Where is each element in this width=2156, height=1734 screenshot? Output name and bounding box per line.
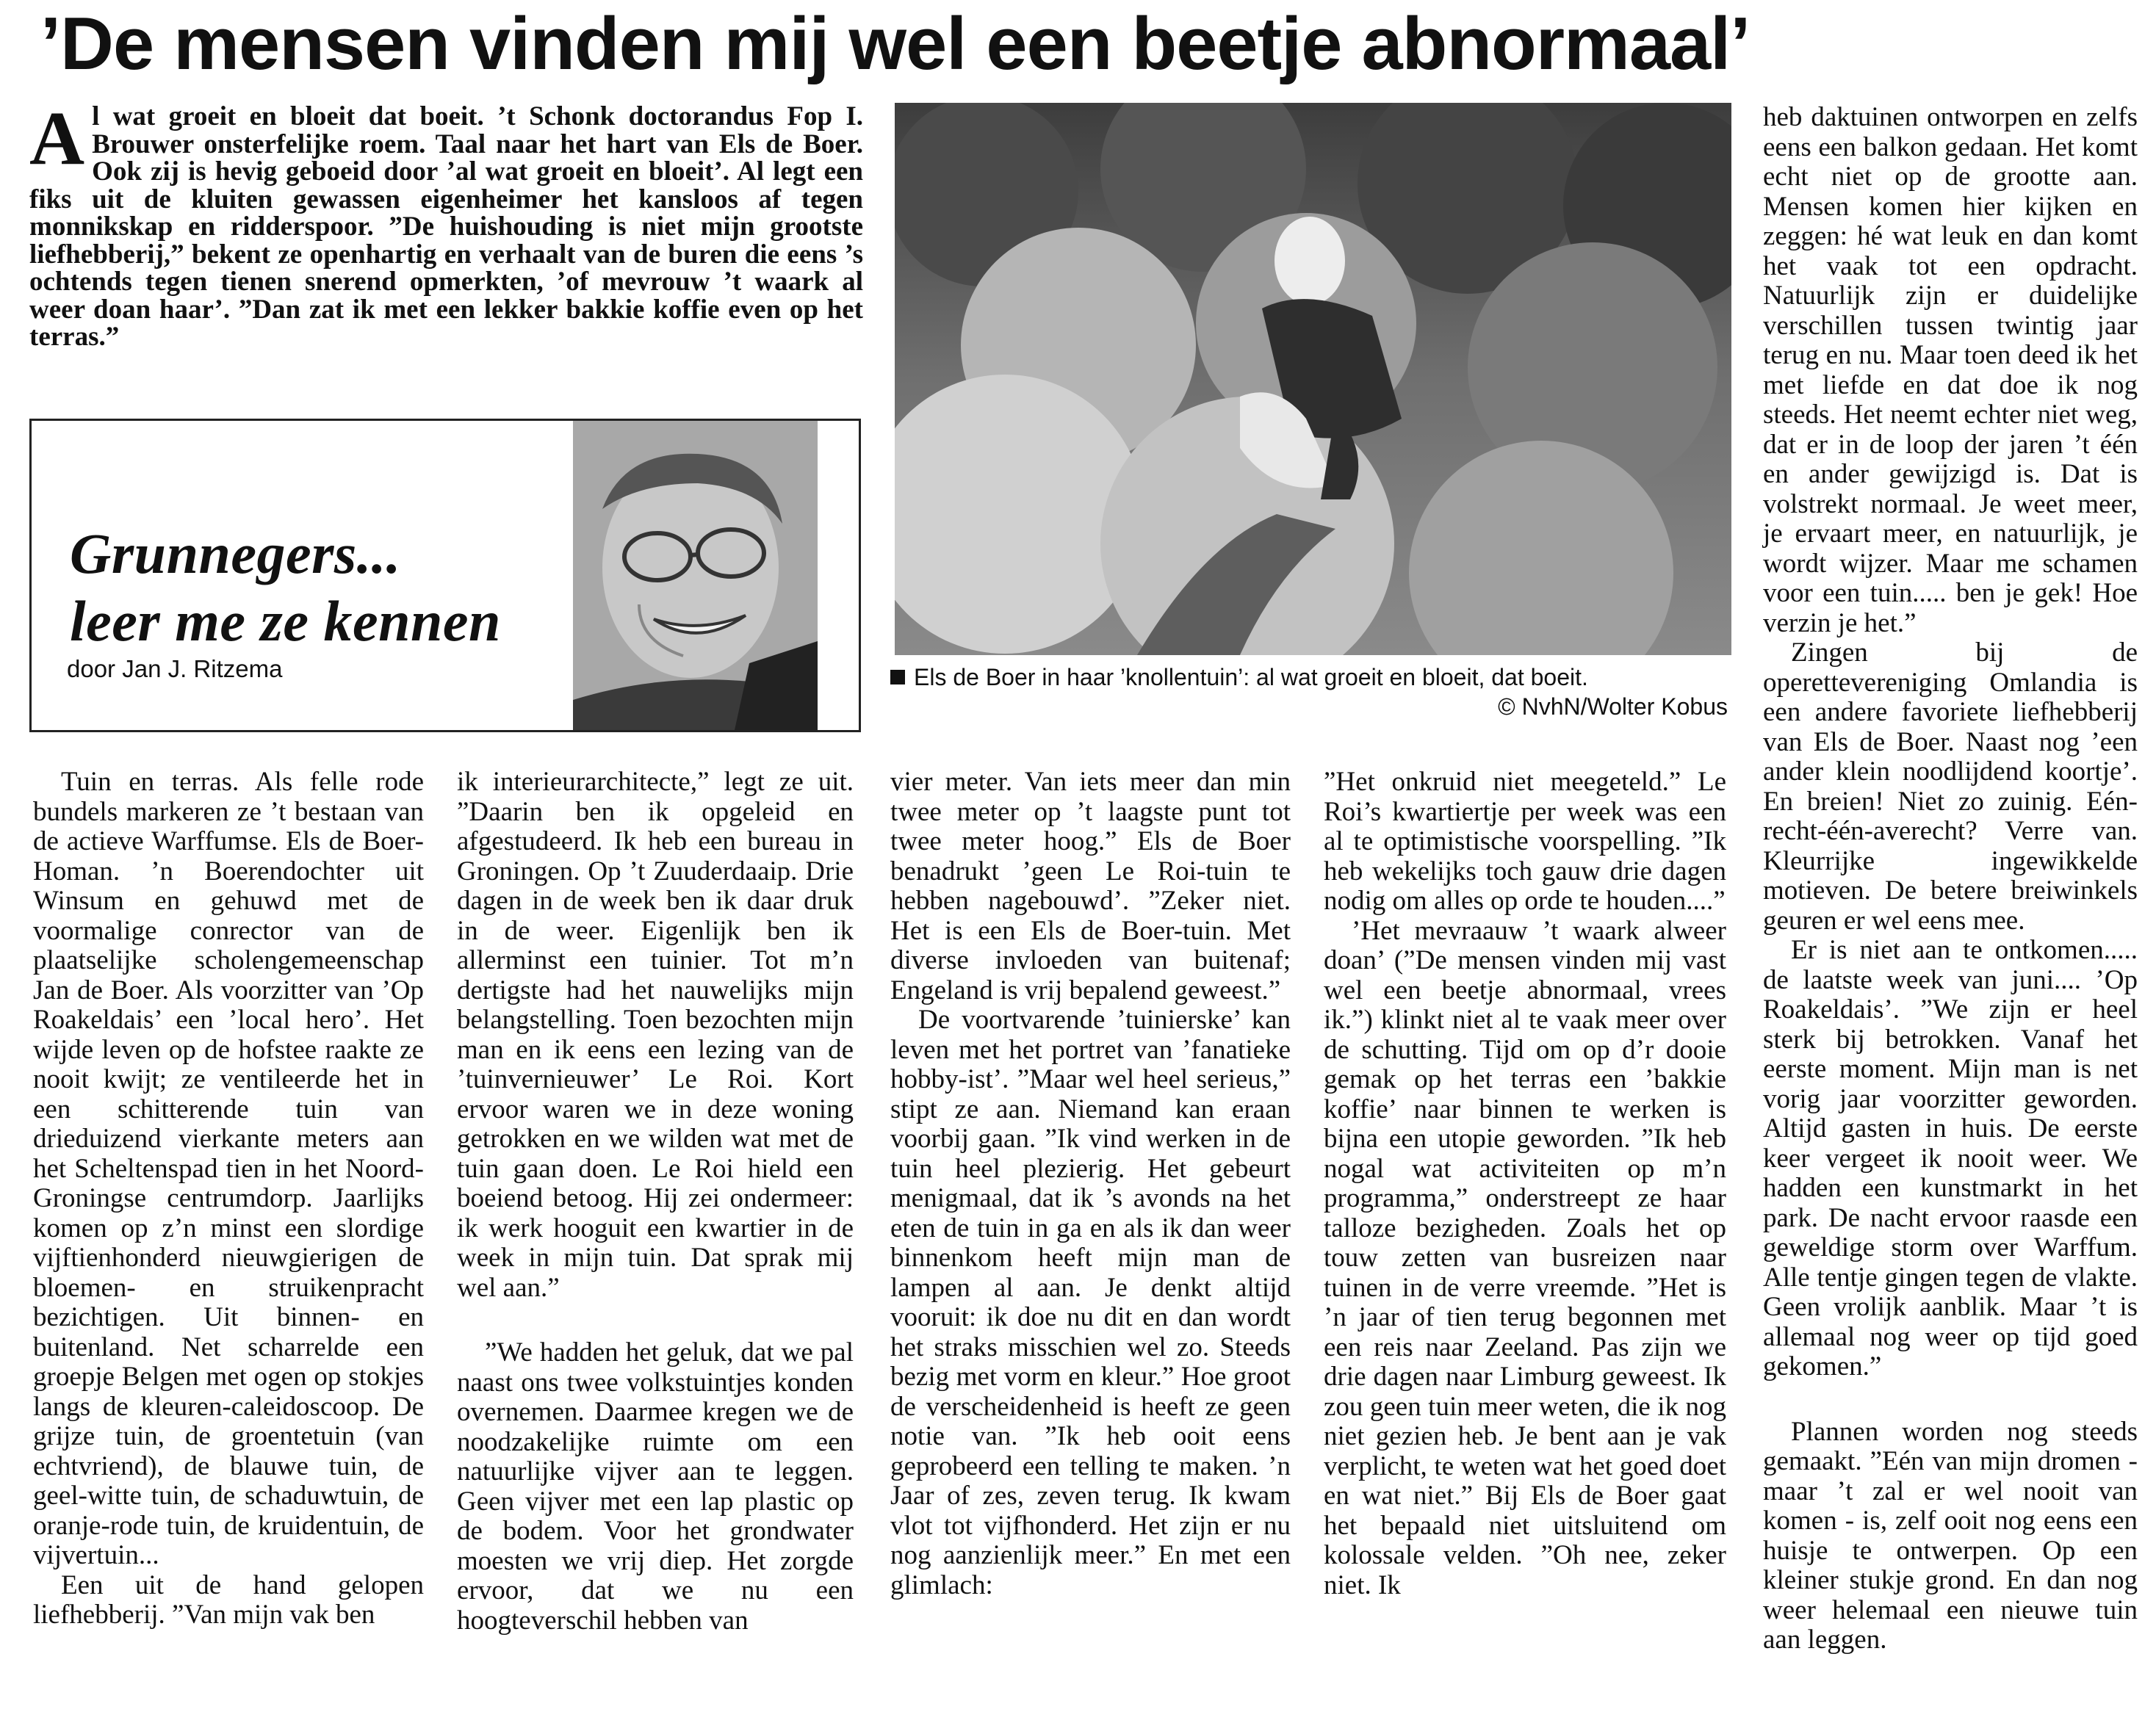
garden-photo-image (895, 103, 1731, 655)
paragraph: Plannen worden nog steeds gemaakt. ”Eén van mijn dromen - maar ’t zal er wel nooit van komen - is, zelf ooit nog eens een huisje te ontwerpen. Op een kleiner stukje grond. En dan nog weer helemaal een nieuwe tuin aan leggen. (1763, 1416, 2138, 1655)
paragraph: ’Het mevraauw ’t waark alweer doan’ (”De mensen vinden mij vast wel een beetje abnormaal, vrees ik.”) klinkt niet al te vaak meer over de schutting. Tijd om op d’r dooie gemak op het terras een ’bakkie koffie’ naar binnen te werken is bijna een utopie geworden. ”Ik heb nogal wat activiteiten op m’n programma,” onderstreept ze haar talloze bezigheden. Zoals het op touw zetten van busreizen naar tuinen in de verre vreemde. ”Het is ’n jaar of tien terug begonnen met een reis naar Zeeland. Pas zijn we drie dagen naar Limburg geweest. Ik zou geen tuin meer weten, die ik nog niet gezien heb. Je bent aan je vak verplicht, te weten wat het goed doet en wat niet.” Bij Els de Boer gaat het bepaald niet uitsluitend om kolossale velden. ”Oh nee, zeker niet. Ik (1324, 915, 1726, 1600)
series-title-line2: leer me ze kennen (70, 589, 501, 653)
caption-square-icon (890, 670, 905, 684)
author-byline: door Jan J. Ritzema (67, 655, 283, 682)
article-column-4 (1324, 767, 1726, 1600)
lead-paragraph (29, 96, 863, 352)
paragraph: vier meter. Van iets meer dan min twee meter op ’t laagste punt tot twee meter hoog.” Els de Boer benadrukt ’geen Le Roi-tuin te hebben nagebouwd’. ”Zeker niet. Het is een Els de Boer-tuin. Met diverse invloeden van buitenaf; Engeland is vrij bepalend geweest.” (890, 767, 1291, 1005)
photo-caption (890, 662, 1728, 721)
paragraph: Een uit de hand gelopen liefhebberij. ”Van mijn vak ben (33, 1569, 424, 1630)
lead-text: l wat groeit en bloeit dat boeit. ’t Schonk doctorandus Fop I. Brouwer onsterfelijke roem. Taal naar het hart van Els de Boer. Ook zij is hevig geboeid door ’al wat groeit en bloeit’. Al legt een fiks uit de kluiten gewassen eigenheimer het kansloos af tegen monnikskap en ridderspoor. ”De huishouding is niet mijn grootste liefhebberij,” bekent ze openhartig en verhaalt van de buren die eens ’s ochtends tegen tienen snerend opmerkten, ’of mevrouw ’t waark al weer doan haar’. ”Dan zat ik met een lekker bakkie koffie even op het terras.” (29, 101, 863, 352)
paragraph: De voortvarende ’tuinierske’ kan leven met het portret van ’fanatieke hobby-ist’. ”Maar wel heel serieus,” stipt ze aan. Niemand kan eraan voorbij gaan. ”Ik vind werken in de tuin heel plezierig. Het gebeurt menigmaal, dat ik ’s avonds na het eten de tuin in ga en als ik dan weer binnenkom heeft mijn man de lampen al aan. Je denkt altijd vooruit: ik doe nu dit en dan wordt het straks misschien wel zo. Steeds bezig met vorm en kleur.” Hoe groot de verscheidenheid is heeft ze geen notie van. ”Ik heb ooit eens geprobeerd een telling te maken. ’n Jaar of zes, zeven terug. Ik kwam vlot tot vijfhonderd. Het zijn er nu nog aanzienlijk meer.” En met een glimlach: (890, 1005, 1291, 1600)
article-column-3 (890, 767, 1291, 1600)
article-column-2 (457, 767, 854, 1636)
paragraph: heb daktuinen ontworpen en zelfs eens een balkon gedaan. Het komt echt niet op de grootte aan. Mensen komen hier kijken en zeggen: hé wat leuk en dan komt het vaak tot een opdracht. Natuurlijk zijn er duidelijke verschillen tussen twintig jaar terug en nu. Maar toen deed ik het met liefde en dat doe ik nog steeds. Het neemt echter niet weg, dat er in de loop der jaren ’t één en ander gewijzigd is. Dat is volstrekt normaal. Je weet meer, je ervaart meer, en natuurlijk, je wordt wijzer. Maar me schamen voor een tuin..... ben je gek! Hoe verzin je het.” (1763, 102, 2138, 638)
paragraph: ”We hadden het geluk, dat we pal naast ons twee volkstuintjes konden overnemen. Daarmee kregen we de noodzakelijke ruimte om een natuurlijke vijver aan te leggen. Geen vijver met een lap plastic op de bodem. Voor het grondwater moesten we vrij diep. Het zorgde ervoor, dat we nu een hoogteverschil hebben van (457, 1337, 854, 1636)
paragraph: ”Het onkruid niet meegeteld.” Le Roi’s kwartiertje per week was een al te optimistische voorspelling. ”Ik heb wekelijks toch gauw drie dagen nodig om alles op orde te houden....” (1324, 767, 1726, 916)
series-title (70, 520, 584, 655)
series-byline-box (29, 419, 861, 732)
drop-cap: A (29, 96, 85, 181)
series-title-line1: Grunnegers... (70, 521, 401, 585)
author-portrait-image (573, 421, 818, 730)
garden-photo (895, 103, 1731, 655)
caption-text: Els de Boer in haar ’knollentuin’: al wat groeit en bloeit, dat boeit. (914, 664, 1588, 690)
author-portrait (573, 421, 818, 730)
paragraph: Er is niet aan te ontkomen..... de laatste week van juni.... ’Op Roakeldais’. ”We zijn er heel sterk bij betrokken. Vanaf het eerste moment. Mijn man is net vorig jaar voorzitter geworden. Altijd gasten in huis. De eerste keer vergeet ik nooit weer. We hadden een kunstmarkt in het park. De nacht ervoor raasde een geweldige storm over Warffum. Alle tentje gingen tegen de vlakte. Geen vrolijk aanblik. Maar ’t is allemaal nog weer op tijd goed gekomen.” (1763, 935, 2138, 1381)
paragraph: Zingen bij de operettevereniging Omlandia is een andere favoriete liefhebberij van Els de Boer. Naast nog ’een ander klein noodlijdend koortje’. En breien! Niet zo zuinig. Eén-recht-één-averecht? Verre van. Kleurrijke ingewikkelde motieven. De betere breiwinkels geuren er wel eens mee. (1763, 637, 2138, 936)
article-column-5 (1763, 103, 2138, 1655)
paragraph: ik interieurarchitecte,” legt ze uit. ”Daarin ben ik opgeleid en afgestudeerd. Ik heb een bureau in Groningen. Op ’t Zuuderdaaip. Drie dagen in de week ben ik daar druk in de weer. Eigenlijk ben ik allerminst een tuinier. Tot m’n dertigste had het nauwelijks mijn belangstelling. Toen bezochten mijn man en ik eens een lezing van de ’tuinvernieuwer’ Le Roi. Kort ervoor waren we in deze woning getrokken en we wilden wat met de tuin gaan doen. Le Roi hield een boeiend betoog. Hij zei ondermeer: ik werk hooguit een kwartier in de week in mijn tuin. Dat sprak mij wel aan.” (457, 767, 854, 1303)
headline: ’De mensen vinden mij wel een beetje abnormaal’ (40, 3, 1751, 85)
photo-credit: © NvhN/Wolter Kobus (1498, 693, 1728, 720)
paragraph: Tuin en terras. Als felle rode bundels markeren ze ’t bestaan van de actieve Warffumse. Els de Boer-Homan. ’n Boerendochter uit Winsum en gehuwd met de voormalige conrector van de plaatselijke scholengemeenschap Jan de Boer. Als voorzitter van ’Op Roakeldais’ een ’local hero’. Het wijde leven op de hofstee raakte ze nooit kwijt; ze ventileerde het in een schitterende tuin van drieduizend vierkante meters aan het Scheltenspad tien in het Noord-Groningse centrumdorp. Jaarlijks komen op z’n minst een slordige vijftienhonderd nieuwgierigen de bloemen- en struikenpracht bezichtigen. Uit binnen- en buitenland. Net scharrelde een groepje Belgen met ogen op stokjes langs de kleuren-caleidoscoop. De grijze tuin, de groentetuin (van echtvriend), de blauwe tuin, de geel-witte tuin, de schaduwtuin, de oranje-rode tuin, de kruidentuin, de vijvertuin... (33, 767, 424, 1570)
article-column-1 (33, 767, 424, 1630)
